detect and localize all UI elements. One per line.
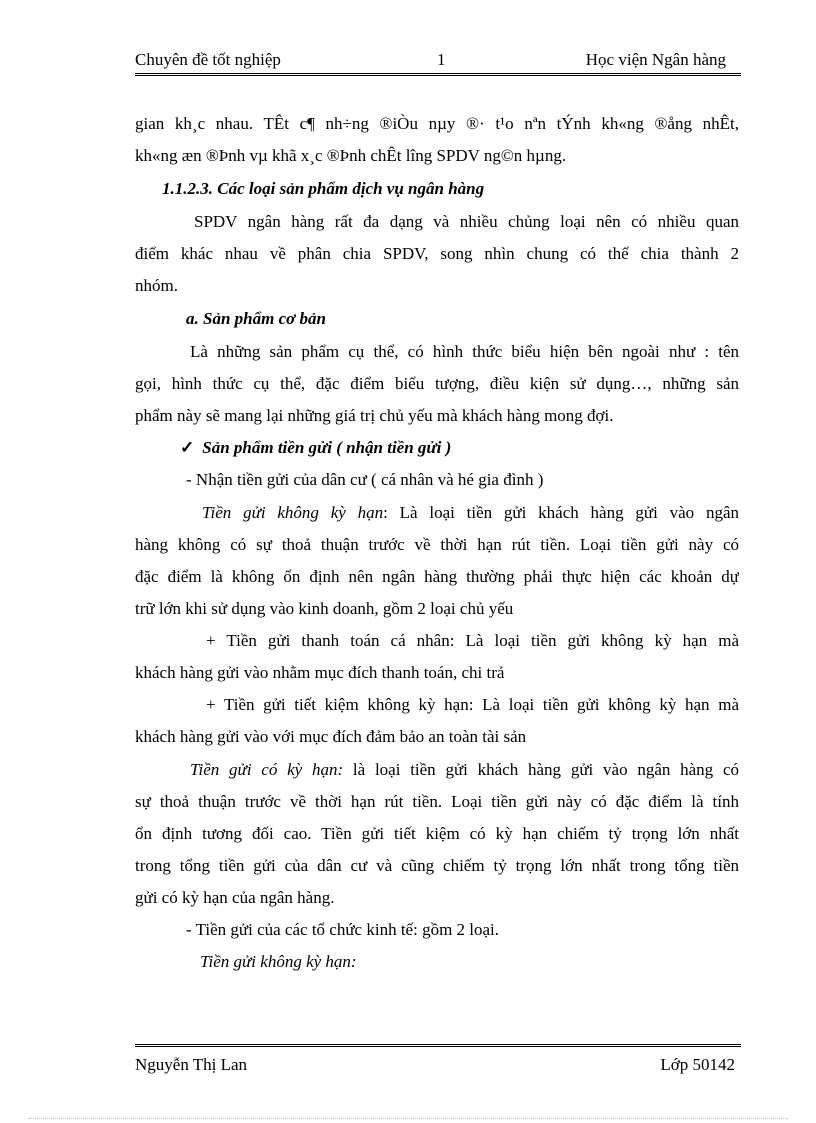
body-line: trong tổng tiền gửi của dân cư và cũng chiếm tỷ trọng lớn nhất trong tổng tiền — [135, 856, 739, 875]
body-line: - Tiền gửi của các tổ chức kinh tế: gồm 2 loại. — [186, 920, 500, 939]
body-line: + Tiền gửi tiết kiệm không kỳ hạn: Là loại tiền gửi không kỳ hạn mà — [206, 695, 739, 714]
body-line — [190, 757, 739, 783]
footer-class: Lớp 50142 — [660, 1055, 735, 1074]
body-line: phẩm này sẽ mang lại những giá trị chủ yếu mà khách hàng mong đợi. — [135, 406, 614, 425]
subsection-heading: a. Sản phẩm cơ bản — [186, 309, 326, 328]
header-rule — [135, 73, 741, 77]
body-line: ổn định tương đối cao. Tiền gửi tiết kiệm có kỳ hạn chiếm tỷ trọng lớn nhất — [135, 824, 739, 843]
checkmark-icon: ✓ — [180, 438, 195, 457]
page-footer — [135, 1053, 735, 1077]
body-line-rest: : Là loại tiền gửi khách hàng gửi vào ngân — [383, 503, 739, 522]
body-line: hàng không có sự thoả thuận trước về thời hạn rút tiền. Loại tiền gửi này có — [135, 535, 739, 554]
body-line: - Nhận tiền gửi của dân cư ( cá nhân và hé gia đình ) — [186, 470, 544, 489]
header-institution: Học viện Ngân hàng — [585, 50, 726, 69]
term-demand-deposit: Tiền gửi không kỳ hạn — [202, 503, 384, 522]
body-line: trữ lớn khi sử dụng vào kinh doanh, gồm 2 loại chủ yếu — [135, 599, 514, 618]
body-line: khách hàng gửi vào nhằm mục đích thanh toán, chi trả — [135, 663, 505, 682]
body-line: Tiền gửi không kỳ hạn: — [200, 952, 357, 971]
body-line: khách hàng gửi vào với mục đích đảm bảo an toàn tài sản — [135, 727, 527, 746]
page-number: 1 — [437, 50, 446, 69]
body-line: Là những sản phẩm cụ thể, có hình thức biểu hiện bên ngoài như : tên — [190, 342, 739, 361]
page-bottom-divider — [28, 1118, 788, 1120]
body-line: gian kh¸c nhau. TÊt c¶ nh÷ng ®iÒu nµy ®· t¹o nªn tÝnh kh«ng ®ång nhÊt, — [135, 114, 739, 133]
bullet-heading-text: Sản phẩm tiền gửi ( nhận tiền gửi ) — [202, 438, 452, 457]
bullet-heading — [180, 435, 736, 461]
page-header — [135, 48, 740, 72]
body-line: gửi có kỳ hạn của ngân hàng. — [135, 888, 335, 907]
term-time-deposit: Tiền gửi có kỳ hạn: — [190, 760, 344, 779]
body-line: điểm khác nhau về phân chia SPDV, song nhìn chung có thể chia thành 2 — [135, 244, 739, 263]
body-line: đặc điểm là không ổn định nên ngân hàng thường phải thực hiện các khoản dự — [135, 567, 739, 586]
body-line: + Tiền gửi thanh toán cá nhân: Là loại tiền gửi không kỳ hạn mà — [206, 631, 739, 650]
body-line: kh«ng æn ®Þnh vµ khã x¸c ®Þnh chÊt lîng SPDV ng©n hµng. — [135, 146, 567, 165]
header-title: Chuyên đề tốt nghiệp — [135, 50, 281, 69]
footer-rule — [135, 1044, 741, 1048]
footer-author: Nguyễn Thị Lan — [135, 1055, 248, 1074]
body-line — [202, 500, 739, 526]
body-line-rest: là loại tiền gửi khách hàng gửi vào ngân hàng có — [343, 760, 739, 779]
body-line: sự thoả thuận trước về thời hạn rút tiền. Loại tiền gửi này có đặc điểm là tính — [135, 792, 739, 811]
body-line: nhóm. — [135, 276, 178, 295]
body-line: gọi, hình thức cụ thể, đặc điểm biểu tượng, điều kiện sử dụng…, những sản — [135, 374, 739, 393]
section-heading: 1.1.2.3. Các loại sản phẩm dịch vụ ngân hàng — [162, 179, 485, 198]
body-line: SPDV ngân hàng rất đa dạng và nhiều chủng loại nên có nhiều quan — [194, 212, 739, 231]
